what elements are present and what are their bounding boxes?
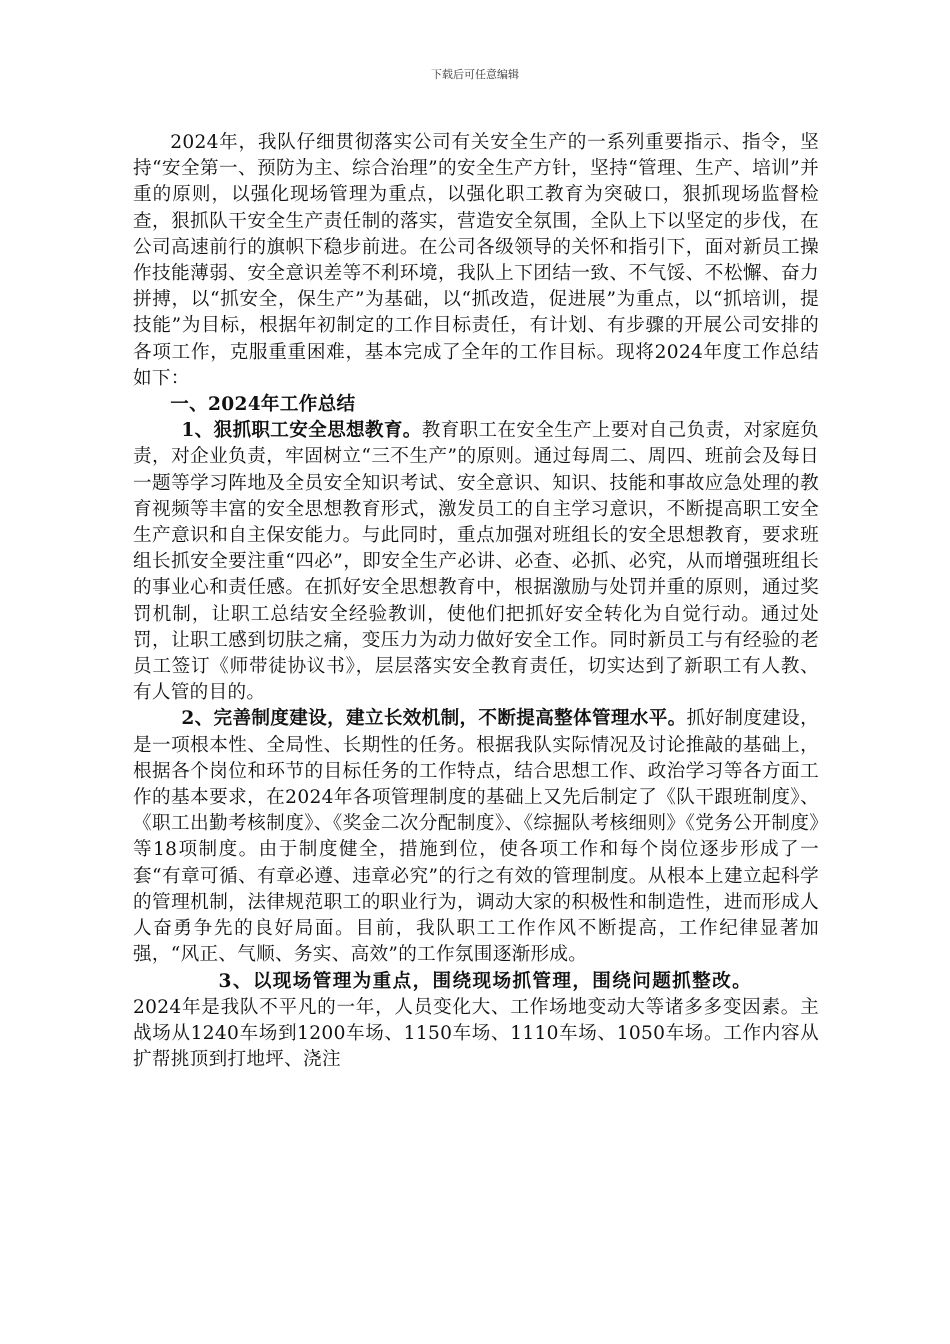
section-heading: 一、2024年工作总结 (170, 394, 356, 416)
item-3-paragraph (133, 969, 819, 1074)
intro-paragraph: 2024年，我队仔细贯彻落实公司有关安全生产的一系列重要指示、指令，坚持“安全第一、预防为主、综合治理”的安全生产方针，坚持“管理、生产、培训”并重的原则，以强化现场管理为重点，以强化职工教育为突破口，狠抓现场监督检查，狠抓队干安全生产责任制的落实，营造安全氛围，全队上下以坚定的步伐，在公司高速前行的旗帜下稳步前进。在公司各级领导的关怀和指引下，面对新员工操作技能薄弱、安全意识差等不利环境，我队上下团结一致、不气馁、不松懈、奋力拼搏，以“抓安全，保生产”为基础，以“抓改造，促进展”为重点，以“抓培训，提技能”为目标，根据年初制定的工作目标责任，有计划、有步骤的开展公司安排的各项工作，克服重重困难，基本完成了全年的工作目标。现将2024年度工作总结如下： (133, 132, 819, 389)
item-2-body: 抓好制度建设，是一项根本性、全局性、长期性的任务。根据我队实际情况及讨论推敲的基础上，根据各个岗位和环节的目标任务的工作特点，结合思想工作、政治学习等各方面工作的基本要求，在2024年各项管理制度的基础上又先后制定了《队干跟班制度》、《职工出勤考核制度》、《奖金二次分配制度》、《综掘队考核细则》《党务公开制度》等18项制度。由于制度健全，措施到位，使各项工作和每个岗位逐步形成了一套“有章可循、有章必遵、违章必究”的行之有效的管理制度。从根本上建立起科学的管理机制，法律规范职工的职业行为，调动大家的积极性和制造性，进而形成人人奋勇争先的良好局面。目前，我队职工工作作风不断提高，工作纪律显著加强，“风正、气顺、务实、高效”的工作氛围逐渐形成。 (133, 708, 819, 966)
item-1-heading: 1、狠抓职工安全思想教育。 (181, 420, 422, 442)
item-2-paragraph (133, 706, 819, 968)
item-1-body: 教育职工在安全生产上要对自己负责，对家庭负责，对企业负责，牢固树立“三不生产”的原则。通过每周二、周四、班前会及每日一题等学习阵地及全员安全知识考试、安全意识、知识、技能和事故应急处理的教育视频等丰富的安全思想教育形式，激发员工的自主学习意识，不断提高职工安全生产意识和自主保安能力。与此同时，重点加强对班组长的安全思想教育，要求班组长抓安全要注重“四必”，即安全生产必讲、必查、必抓、必究，从而增强班组长的事业心和责任感。在抓好安全思想教育中，根据激励与处罚并重的原则，通过奖罚机制，让职工总结安全经验教训，使他们把抓好安全转化为自觉行动。通过处罚，让职工感到切肤之痛，变压力为动力做好安全工作。同时新员工与有经验的老员工签订《师带徒协议书》，层层落实安全教育责任，切实达到了新职工有人教、有人管的目的。 (133, 420, 819, 704)
item-1-paragraph (133, 418, 819, 706)
item-3-heading: 3、以现场管理为重点，围绕现场抓管理，围绕问题抓整改。 (218, 970, 753, 992)
document-body (133, 130, 819, 1073)
page-header-note: 下载后可任意编辑 (431, 68, 519, 81)
item-2-heading: 2、完善制度建设，建立长效机制，不断提高整体管理水平。 (181, 708, 687, 730)
item-3-body: 2024年是我队不平凡的一年，人员变化大、工作场地变动大等诸多多变因素。主战场从1240车场到1200车场、1150车场、1110车场、1050车场。工作内容从扩帮挑顶到打地坪、浇注 (133, 996, 819, 1071)
